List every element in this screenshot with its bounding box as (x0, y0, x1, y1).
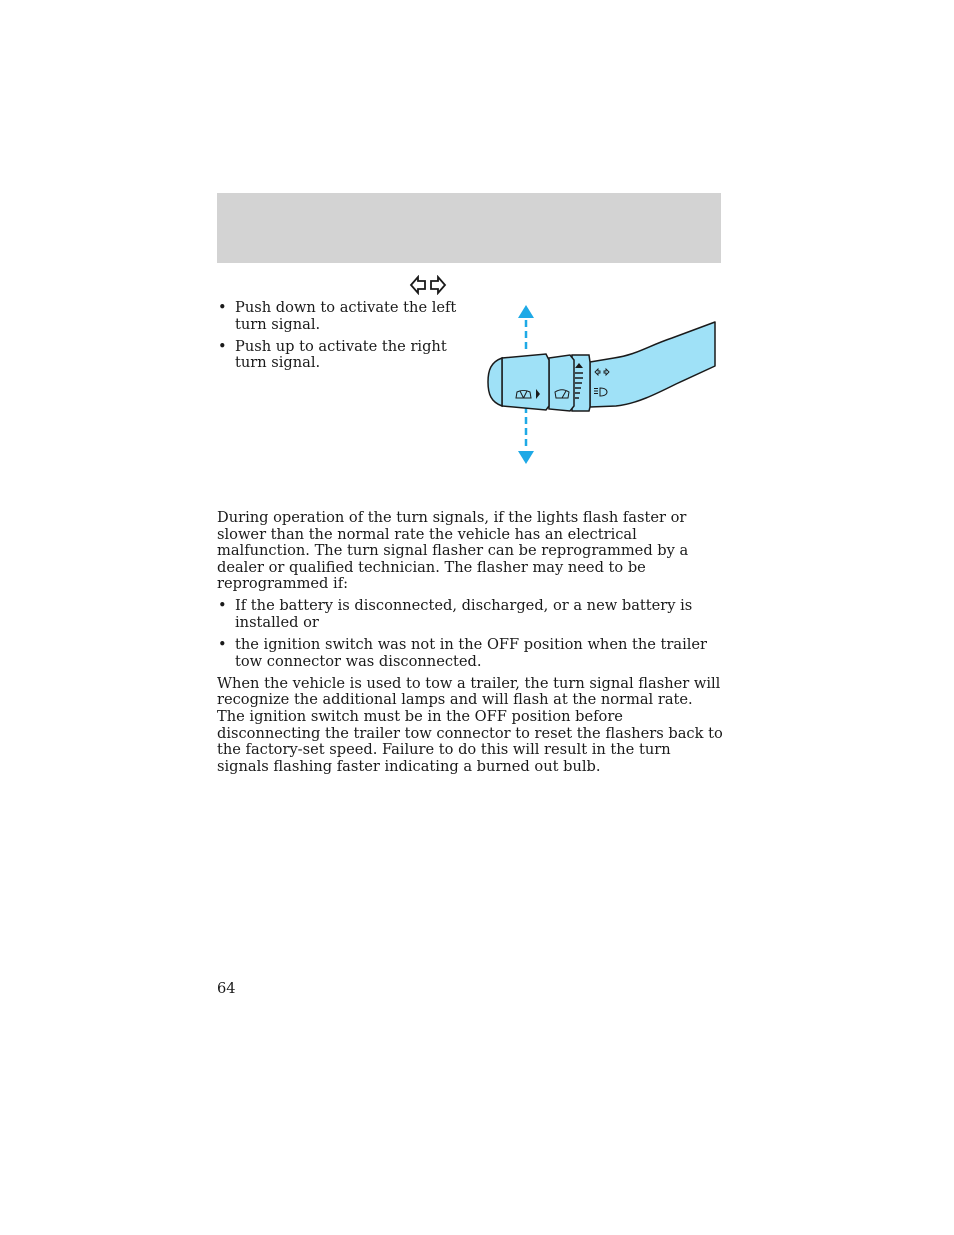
turn-signal-flasher-section (217, 510, 723, 781)
turn-signal-stalk-illustration (486, 300, 718, 468)
paragraph-trailer-towing: When the vehicle is used to tow a trailer, the turn signal flasher will recognize the additional lamps and will flash at the normal rate. The ignition switch must be in the OFF position before disconnecting the trailer tow connector to reset the flashers back to the factory-set speed. Failure to do this will result in the turn signals flashing faster indicating a burned out bulb. (217, 674, 723, 775)
paragraph-flasher-malfunction: During operation of the turn signals, if the lights flash faster or slower than the normal rate the vehicle has an electrical malfunction. The turn signal flasher can be reprogrammed by a dealer or qualified technician. The flasher may need to be reprogrammed if: (217, 509, 689, 593)
bullet-marker: • (218, 337, 227, 355)
turn-signal-instructions (217, 300, 472, 377)
list-item-text: Push up to activate the right turn signal. (235, 337, 447, 372)
turn-signal-arrows-icon (409, 275, 447, 295)
list-item-text: the ignition switch was not in the OFF position when the trailer tow connector was disconnected. (235, 636, 708, 670)
bullet-marker: • (218, 299, 227, 316)
bullet-marker: • (218, 597, 227, 615)
list-item (217, 300, 472, 333)
list-item-text: Push down to activate the left turn signal. (235, 299, 457, 333)
section-header-band (217, 193, 721, 263)
list-item (217, 598, 723, 631)
page-number: 64 (217, 980, 236, 997)
list-item (217, 637, 723, 670)
bullet-marker: • (218, 636, 227, 654)
list-item (217, 339, 472, 372)
list-item-text: If the battery is disconnected, discharged, or a new battery is installed or (235, 597, 693, 632)
reprogramming-conditions-list (217, 598, 723, 670)
